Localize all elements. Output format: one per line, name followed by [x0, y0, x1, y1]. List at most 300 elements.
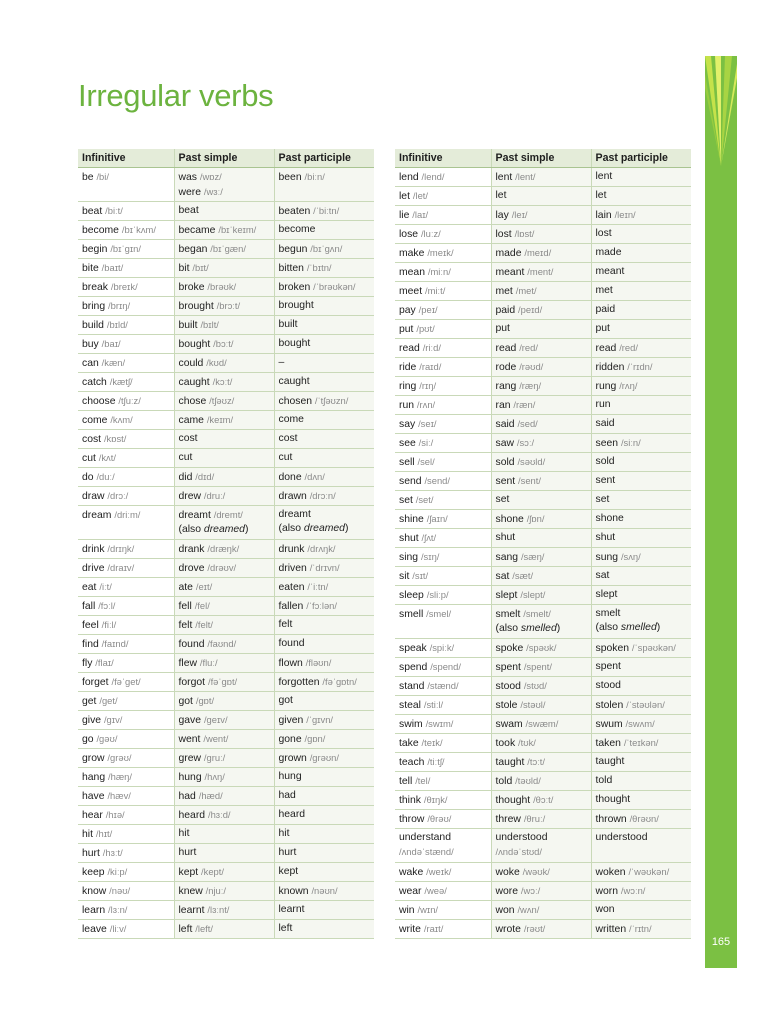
past-simple-cell [174, 168, 274, 202]
phonetic: /bɪˈkʌm/ [121, 224, 156, 235]
table-row [395, 339, 691, 358]
phonetic: /smel/ [426, 608, 452, 619]
phonetic: /fləʊn/ [305, 657, 332, 668]
phonetic: /brɔːt/ [216, 300, 241, 311]
header-infinitive: Infinitive [395, 149, 491, 168]
verb-form: pay [399, 305, 416, 316]
past-simple-cell [491, 415, 591, 434]
table-row [395, 863, 691, 882]
table-row [395, 529, 691, 548]
table-row [395, 715, 691, 734]
phonetic: /bɪld/ [106, 319, 128, 330]
past-participle-cell [274, 825, 374, 844]
table-row [395, 434, 691, 453]
verb-form: kept [178, 867, 199, 878]
phonetic: /ɡɪv/ [103, 714, 123, 725]
verb-form: tell [399, 776, 413, 787]
past-participle-cell [591, 810, 691, 829]
phonetic: /ʃʌt/ [421, 532, 437, 543]
phonetic: /rəʊt/ [523, 923, 546, 934]
verb-form: built [278, 319, 298, 330]
phonetic: /liːv/ [109, 923, 127, 934]
past-simple-cell [174, 559, 274, 578]
table-row [395, 882, 691, 901]
phonetic: /sɪŋ/ [420, 551, 440, 562]
verb-form: grew [178, 753, 202, 764]
verb-form: ring [399, 381, 417, 392]
verb-form: understood [495, 832, 548, 843]
past-simple-cell [174, 506, 274, 540]
past-simple-cell [174, 597, 274, 616]
past-simple-cell [491, 639, 591, 658]
verb-form: spent [595, 661, 621, 672]
past-participle-cell [274, 920, 374, 939]
verb-form: mean [399, 267, 425, 278]
phonetic: /ɡɒn/ [304, 733, 326, 744]
phonetic: /ræŋ/ [519, 380, 542, 391]
past-simple-cell [491, 863, 591, 882]
past-simple-cell [174, 373, 274, 392]
verb-form: – [278, 357, 285, 368]
past-simple-cell [491, 244, 591, 263]
phonetic: /send/ [424, 475, 450, 486]
phonetic: /lent/ [515, 171, 536, 182]
past-participle-cell [274, 168, 374, 202]
phonetic: /wəʊk/ [522, 866, 550, 877]
verb-form: lost [595, 228, 612, 239]
table-row [395, 810, 691, 829]
table-row [395, 920, 691, 939]
phonetic: /let/ [412, 190, 428, 201]
table-row [395, 358, 691, 377]
phonetic: /teɪk/ [421, 737, 443, 748]
phonetic: /bɪˈɡɪn/ [110, 243, 141, 254]
table-row [395, 829, 691, 863]
past-simple-cell [491, 396, 591, 415]
verb-form: told [595, 775, 613, 786]
verb-form: sold [495, 457, 515, 468]
verb-form: found [278, 638, 305, 649]
past-participle-cell [591, 920, 691, 939]
verb-form: lent [595, 171, 613, 182]
past-simple-cell [174, 711, 274, 730]
verb-form: sent [595, 475, 616, 486]
phonetic: /kɔːt/ [212, 376, 233, 387]
verb-form: slept [595, 589, 618, 600]
phonetic: /drəʊv/ [207, 562, 237, 573]
phonetic: /wɒz/ [199, 171, 222, 182]
verb-form: woke [495, 867, 520, 878]
past-simple-cell [491, 225, 591, 244]
verb-form: stood [595, 680, 621, 691]
past-simple-cell [174, 825, 274, 844]
table-row [395, 639, 691, 658]
verb-form: teach [399, 757, 425, 768]
phonetic: /θɔːt/ [533, 794, 554, 805]
table-row [78, 202, 374, 221]
past-participle-cell [591, 882, 691, 901]
verb-form: forget [82, 677, 109, 688]
past-participle-cell [591, 358, 691, 377]
table-row [78, 711, 374, 730]
phonetic: /biːn/ [304, 171, 325, 182]
verb-form: become [82, 225, 119, 236]
past-participle-cell [274, 297, 374, 316]
past-participle-cell [591, 415, 691, 434]
past-simple-cell [174, 578, 274, 597]
infinitive-cell [395, 791, 491, 810]
past-simple-cell [174, 882, 274, 901]
verb-form: shut [595, 532, 616, 543]
phonetic: /pʊt/ [416, 323, 435, 334]
past-simple-cell [491, 586, 591, 605]
phonetic: /ˈiːtn/ [307, 581, 329, 592]
verb-form: had [278, 790, 296, 801]
verb-form: swim [399, 719, 423, 730]
infinitive-cell [78, 259, 174, 278]
phonetic: /nəʊn/ [311, 885, 338, 896]
phonetic: /fluː/ [199, 657, 218, 668]
past-participle-cell [591, 510, 691, 529]
verb-form: put [595, 323, 610, 334]
past-participle-cell [591, 863, 691, 882]
verb-form: set [399, 495, 413, 506]
past-participle-cell [591, 639, 691, 658]
infinitive-cell [395, 377, 491, 396]
verb-form: hurt [178, 847, 197, 858]
verb-form: know [82, 886, 107, 897]
verb-form: dream [82, 510, 112, 521]
past-simple-cell [174, 449, 274, 468]
also-word: smelled [520, 623, 557, 634]
infinitive-cell [395, 282, 491, 301]
phonetic: /lɜːnt/ [207, 904, 230, 915]
table-row [78, 882, 374, 901]
phonetic: /fɔːl/ [98, 600, 116, 611]
phonetic: /stəʊl/ [520, 699, 546, 710]
verb-form: become [278, 224, 316, 235]
verb-form: buy [82, 339, 99, 350]
verb-form: eat [82, 582, 97, 593]
infinitive-cell [395, 206, 491, 225]
table-row [78, 559, 374, 578]
verb-form: was [178, 172, 197, 183]
infinitive-cell [395, 263, 491, 282]
verb-form: hit [278, 828, 290, 839]
verb-form: cut [178, 452, 193, 463]
verb-form: catch [82, 377, 107, 388]
past-participle-cell [591, 301, 691, 320]
phonetic: /ɡrəʊn/ [309, 752, 340, 763]
phonetic: /dræŋk/ [207, 543, 240, 554]
phonetic: /nəʊ/ [109, 885, 131, 896]
phonetic: /stiːl/ [423, 699, 444, 710]
past-participle-cell [274, 430, 374, 449]
phonetic: /flaɪ/ [95, 657, 114, 668]
phonetic: /njuː/ [205, 885, 226, 896]
verb-form: sang [495, 552, 519, 563]
verb-form: steal [399, 700, 421, 711]
past-participle-cell [591, 715, 691, 734]
verb-form: shut [495, 532, 516, 543]
verb-form: break [82, 282, 108, 293]
table-row [395, 415, 691, 434]
past-participle-cell [591, 658, 691, 677]
table-row [395, 491, 691, 510]
verb-form: known [278, 886, 309, 897]
infinitive-cell [78, 559, 174, 578]
verb-form: rung [595, 381, 617, 392]
phonetic: /bɪˈɡæn/ [210, 243, 246, 254]
past-simple-cell [491, 901, 591, 920]
infinitive-cell [78, 297, 174, 316]
phonetic: /peɪ/ [418, 304, 438, 315]
phonetic: /ʃaɪn/ [426, 513, 448, 524]
table-row [395, 791, 691, 810]
past-participle-cell [274, 711, 374, 730]
phonetic: /laɪ/ [412, 209, 429, 220]
verb-form: taught [595, 756, 625, 767]
verb-form: told [495, 776, 513, 787]
phonetic: /spəʊk/ [526, 642, 557, 653]
past-simple-cell [491, 377, 591, 396]
phonetic: /ˈrɪtn/ [629, 923, 652, 934]
table-row [395, 244, 691, 263]
table-row [78, 597, 374, 616]
phonetic: /drɔː/ [107, 490, 129, 501]
past-participle-cell [274, 692, 374, 711]
verb-form: caught [178, 377, 210, 388]
infinitive-cell [395, 472, 491, 491]
past-participle-cell [274, 506, 374, 540]
verb-form: put [495, 323, 510, 334]
past-participle-cell [274, 730, 374, 749]
past-simple-cell [174, 540, 274, 559]
phonetic: /brɪŋ/ [108, 300, 131, 311]
past-simple-cell [174, 487, 274, 506]
past-participle-cell [274, 654, 374, 673]
table-row [78, 844, 374, 863]
phonetic: /bɪlt/ [200, 319, 219, 330]
table-row [78, 449, 374, 468]
past-simple-cell [491, 753, 591, 772]
verb-form: grow [82, 753, 105, 764]
past-simple-cell [174, 278, 274, 297]
infinitive-cell [395, 244, 491, 263]
past-simple-cell [491, 882, 591, 901]
table-row [78, 578, 374, 597]
past-simple-cell [174, 920, 274, 939]
phonetic: /hæv/ [107, 790, 131, 801]
verb-form: bought [278, 338, 311, 349]
infinitive-cell [395, 548, 491, 567]
phonetic: /ˈrɪdn/ [627, 361, 653, 372]
past-simple-cell [174, 468, 274, 487]
past-participle-cell [591, 263, 691, 282]
infinitive-cell [395, 753, 491, 772]
verb-form: cost [82, 434, 102, 445]
infinitive-cell [395, 639, 491, 658]
verb-form: sat [595, 570, 610, 581]
phonetic: /bɪt/ [192, 262, 209, 273]
past-participle-cell [274, 449, 374, 468]
phonetic: /set/ [415, 494, 434, 505]
phonetic: /dremt/ [213, 509, 243, 520]
verb-form: brought [278, 300, 314, 311]
verb-form: built [178, 320, 198, 331]
phonetic: /fəˈɡɒtn/ [322, 676, 357, 687]
phonetic: /ʌndəˈstænd/ [399, 846, 454, 857]
infinitive-cell [78, 430, 174, 449]
past-participle-cell [591, 206, 691, 225]
verb-form: see [399, 438, 416, 449]
past-simple-cell [174, 354, 274, 373]
verb-form: took [495, 738, 516, 749]
table-row [395, 605, 691, 639]
phonetic: /spiːk/ [429, 642, 455, 653]
table-row [395, 586, 691, 605]
past-participle-cell [591, 696, 691, 715]
verb-form: let [595, 190, 607, 201]
past-simple-cell [174, 259, 274, 278]
verb-form: could [178, 358, 204, 369]
table-header-row [395, 149, 691, 168]
phonetic: /riːd/ [422, 342, 441, 353]
past-participle-cell [591, 187, 691, 206]
phonetic: /ˈbɪtn/ [306, 262, 332, 273]
table-row [78, 168, 374, 202]
infinitive-cell [78, 825, 174, 844]
header-past-simple: Past simple [174, 149, 274, 168]
verb-form: read [595, 343, 617, 354]
table-row [78, 673, 374, 692]
infinitive-cell [78, 540, 174, 559]
past-simple-cell [491, 263, 591, 282]
infinitive-cell [78, 768, 174, 787]
verb-form: rode [495, 362, 517, 373]
verb-form: wore [495, 886, 519, 897]
infinitive-cell [395, 734, 491, 753]
past-simple-cell [491, 529, 591, 548]
table-row [395, 396, 691, 415]
past-simple-cell [491, 605, 591, 639]
past-participle-cell [274, 373, 374, 392]
past-simple-cell [491, 548, 591, 567]
verb-form: won [495, 905, 515, 916]
infinitive-cell [395, 339, 491, 358]
phonetic: /dɪd/ [195, 471, 215, 482]
verb-form: let [399, 191, 410, 202]
past-simple-cell [491, 472, 591, 491]
table-row [395, 753, 691, 772]
infinitive-cell [395, 301, 491, 320]
verb-form: thought [495, 795, 531, 806]
verb-form: saw [495, 438, 514, 449]
verb-form: cut [82, 453, 96, 464]
phonetic: /lɒst/ [514, 228, 535, 239]
table-row [395, 772, 691, 791]
phonetic: /kʌm/ [110, 414, 133, 425]
verb-form: gave [178, 715, 202, 726]
verb-form: broke [178, 282, 205, 293]
verb-form: find [82, 639, 99, 650]
infinitive-cell [395, 225, 491, 244]
phonetic: /sɔː/ [516, 437, 535, 448]
infinitive-cell [395, 434, 491, 453]
verb-form: dreamt [178, 510, 211, 521]
verb-form: bite [82, 263, 99, 274]
phonetic: /stænd/ [427, 680, 459, 691]
infinitive-cell [78, 449, 174, 468]
past-participle-cell [591, 734, 691, 753]
infinitive-cell [78, 354, 174, 373]
verb-form: went [178, 734, 201, 745]
past-participle-cell [274, 278, 374, 297]
verb-form: sing [399, 552, 419, 563]
verb-form: be [82, 172, 94, 183]
infinitive-cell [78, 654, 174, 673]
phonetic: /ɡrəʊ/ [107, 752, 132, 763]
verb-form: thought [595, 794, 631, 805]
infinitive-cell [78, 692, 174, 711]
also-note: ) [244, 524, 249, 535]
phonetic: /bɔːt/ [213, 338, 234, 349]
verb-form: found [178, 639, 205, 650]
table-row [395, 187, 691, 206]
infinitive-cell [395, 529, 491, 548]
verb-form: were [178, 187, 202, 198]
table-row [395, 453, 691, 472]
infinitive-cell [78, 806, 174, 825]
past-participle-cell [274, 844, 374, 863]
verb-form: sung [595, 552, 619, 563]
phonetic: /wɔːn/ [620, 885, 646, 896]
infinitive-cell [395, 358, 491, 377]
table-row [78, 730, 374, 749]
side-bar [705, 56, 737, 968]
verb-form: sat [495, 571, 510, 582]
table-row [395, 168, 691, 187]
verb-form: have [82, 791, 105, 802]
also-note: (also [595, 622, 621, 633]
table-row [78, 825, 374, 844]
verb-form: forgot [178, 677, 206, 688]
phonetic: /weɪk/ [426, 866, 452, 877]
verb-form: write [399, 924, 421, 935]
verb-form: met [495, 286, 513, 297]
phonetic: /ɡəʊ/ [96, 733, 118, 744]
phonetic: /sel/ [417, 456, 435, 467]
past-simple-cell [491, 434, 591, 453]
verb-form: do [82, 472, 94, 483]
verb-form: begin [82, 244, 108, 255]
verb-form: leave [82, 924, 107, 935]
also-word: dreamed [303, 523, 345, 534]
phonetic: /ɡeɪv/ [203, 714, 228, 725]
phonetic: /met/ [515, 285, 537, 296]
verb-form: think [399, 795, 421, 806]
also-word: smelled [620, 622, 657, 633]
past-participle-cell [274, 259, 374, 278]
verb-form: spend [399, 662, 428, 673]
infinitive-cell [78, 411, 174, 430]
verb-form: drew [178, 491, 202, 502]
verb-form: had [178, 791, 196, 802]
verb-form: wrote [495, 924, 521, 935]
infinitive-cell [395, 605, 491, 639]
phonetic: /ˈfɔːlən/ [306, 600, 337, 611]
infinitive-cell [395, 901, 491, 920]
